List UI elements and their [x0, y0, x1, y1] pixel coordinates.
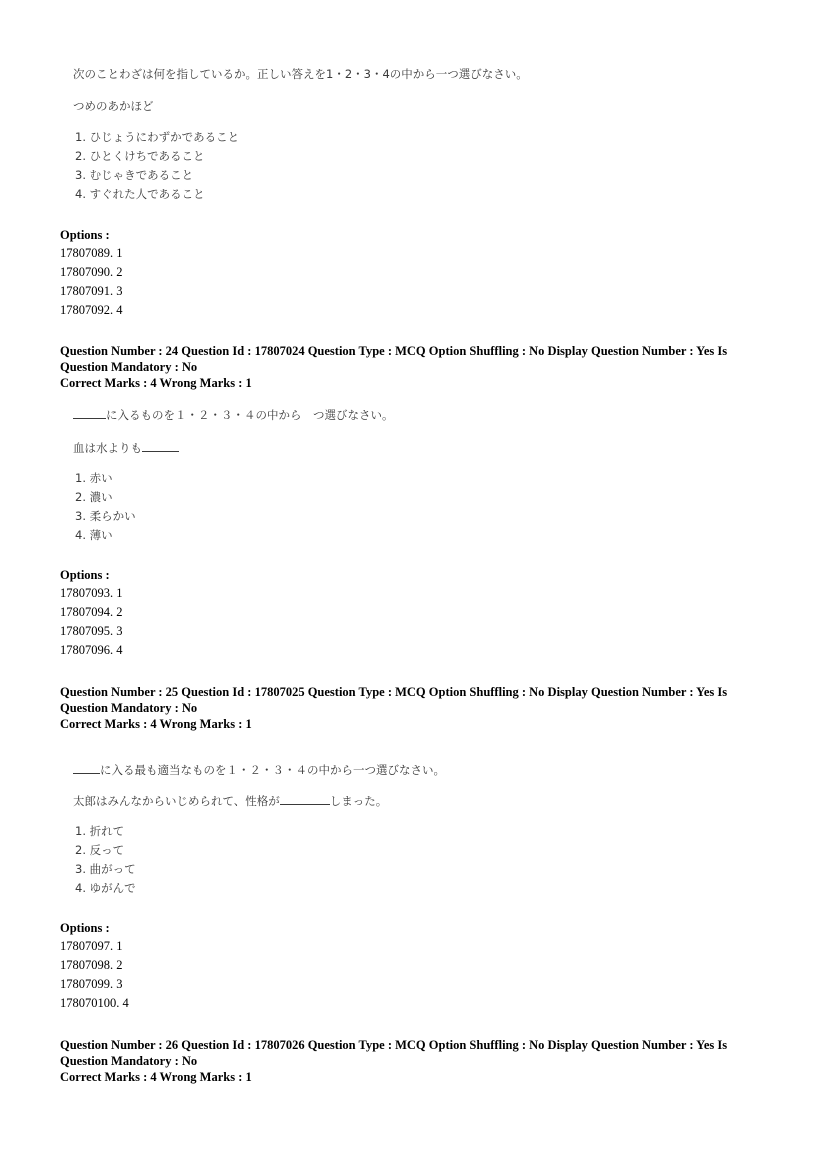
answer-blank	[73, 773, 100, 774]
q25-marks-line: Correct Marks : 4 Wrong Marks : 1	[60, 717, 252, 731]
q24-meta	[60, 343, 740, 391]
q25-choice-list	[75, 822, 136, 898]
q25-choice: 2. 反って	[75, 843, 125, 857]
answer-blank	[73, 418, 106, 419]
q24-marks-line: Correct Marks : 4 Wrong Marks : 1	[60, 376, 252, 390]
q23-choice: 1. ひじょうにわずかであること	[75, 130, 240, 144]
option-item: 17807094. 2	[60, 605, 123, 619]
q23-choice: 2. ひとくけちであること	[75, 149, 205, 163]
option-item: 17807098. 2	[60, 958, 123, 972]
q24-prompt-row	[73, 407, 394, 423]
option-item: 17807093. 1	[60, 586, 123, 600]
q24-sentence: 血は水よりも	[73, 441, 142, 455]
q26-meta	[60, 1037, 740, 1085]
q25-meta-line: Question Number : 25 Question Id : 17807025 Question Type : MCQ Option Shuffling : No Display Question Number : Yes Is Question Mandatory : No	[60, 685, 728, 715]
option-item: 17807089. 1	[60, 246, 123, 260]
q25-choice: 4. ゆがんで	[75, 881, 136, 895]
q24-choice: 1. 赤い	[75, 471, 113, 485]
option-item: 17807099. 3	[60, 977, 123, 991]
q23-prompt: 次のことわざは何を指しているか。正しい答えを1・2・3・4の中から一つ選びなさい。	[73, 67, 528, 81]
option-item: 17807091. 3	[60, 284, 123, 298]
q24-choice: 3. 柔らかい	[75, 509, 136, 523]
option-item: 17807095. 3	[60, 624, 123, 638]
q23-choice-list	[75, 128, 239, 204]
q26-marks-line: Correct Marks : 4 Wrong Marks : 1	[60, 1070, 252, 1084]
q25-meta	[60, 684, 740, 732]
q25-sentence-before: 太郎はみんなからいじめられて、性格が	[73, 794, 280, 808]
q24-options-list	[60, 584, 123, 660]
q23-sentence: つめのあかほど	[73, 99, 154, 113]
q25-options-heading: Options :	[60, 921, 110, 935]
q24-choice: 4. 薄い	[75, 528, 113, 542]
q24-meta-line: Question Number : 24 Question Id : 17807024 Question Type : MCQ Option Shuffling : No Display Question Number : Yes Is Question Mandatory : No	[60, 344, 728, 374]
q23-choice: 3. むじゃきであること	[75, 168, 194, 182]
q23-options-list	[60, 244, 123, 320]
q25-choice: 3. 曲がって	[75, 862, 136, 876]
answer-blank	[280, 804, 330, 805]
option-item: 17807097. 1	[60, 939, 123, 953]
q23-options-heading: Options :	[60, 228, 110, 242]
option-item: 17807090. 2	[60, 265, 123, 279]
q24-prompt: に入るものを１・２・３・４の中から つ選びなさい。	[106, 408, 394, 422]
q25-prompt: に入る最も適当なものを１・２・３・４の中から一つ選びなさい。	[100, 763, 445, 777]
answer-blank	[142, 451, 179, 452]
q23-choice: 4. すぐれた人であること	[75, 187, 205, 201]
option-item: 178070100. 4	[60, 996, 129, 1010]
q25-prompt-row	[73, 762, 445, 778]
q25-choice: 1. 折れて	[75, 824, 125, 838]
q26-meta-line: Question Number : 26 Question Id : 17807026 Question Type : MCQ Option Shuffling : No Display Question Number : Yes Is Question Mandatory : No	[60, 1038, 728, 1068]
q24-options-heading: Options :	[60, 568, 110, 582]
q25-options-list	[60, 937, 129, 1013]
q25-sentence-row	[73, 793, 387, 809]
q24-choice: 2. 濃い	[75, 490, 113, 504]
q24-sentence-row	[73, 440, 179, 456]
q25-sentence-after: しまった。	[329, 794, 388, 808]
option-item: 17807096. 4	[60, 643, 123, 657]
option-item: 17807092. 4	[60, 303, 123, 317]
q24-choice-list	[75, 469, 136, 545]
